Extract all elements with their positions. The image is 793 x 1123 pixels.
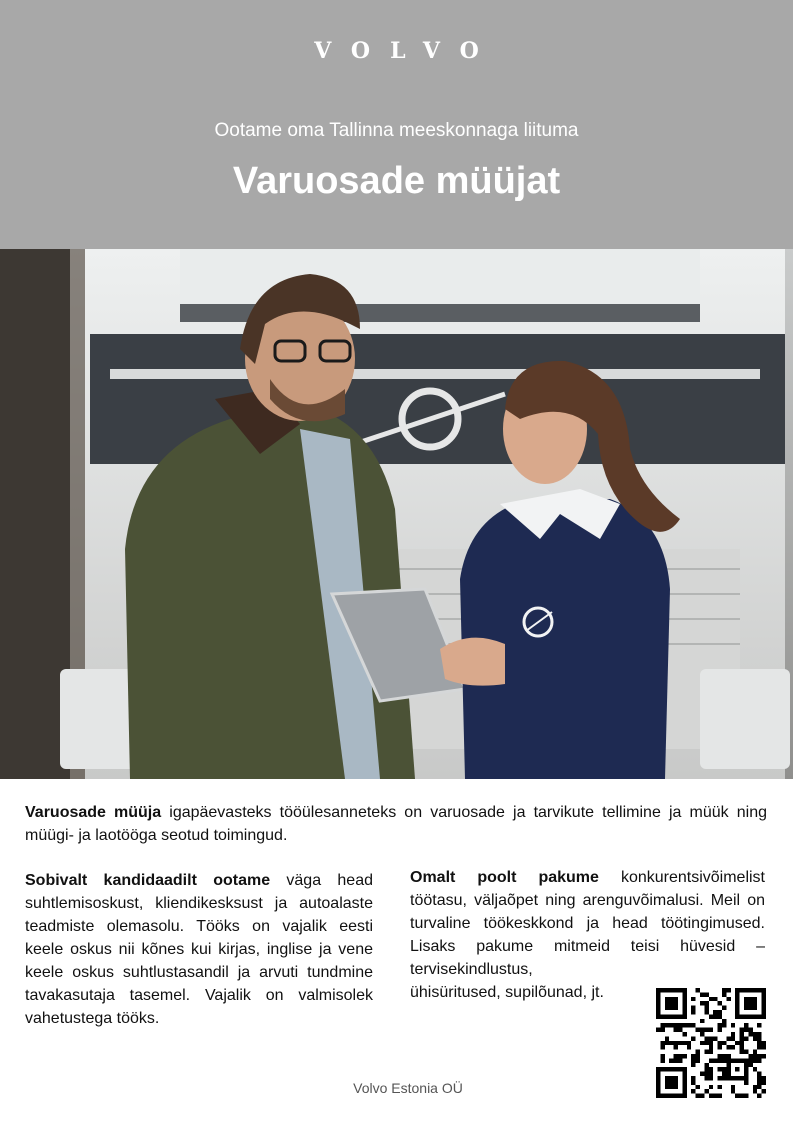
volvo-logo: VOLVO bbox=[314, 38, 499, 64]
company-name: Volvo Estonia OÜ bbox=[353, 1080, 463, 1096]
offer-text: konkurentsivõimelist töötasu, väljaõpet ning arenguvõimalusi. Meil on turvaline töökeskkond ja head töötingimused. Lisaks pakume mitmeid teisi hüvesid – tervisekindlustus, bbox=[410, 869, 766, 978]
requirements-bold: Sobivalt kandidaadilt ootame bbox=[25, 872, 271, 889]
requirements-paragraph bbox=[25, 869, 373, 1030]
photo-illustration bbox=[0, 249, 793, 779]
intro-bold: Varuosade müüja bbox=[25, 804, 162, 821]
header-subtitle: Ootame oma Tallinna meeskonnaga liituma bbox=[214, 120, 579, 141]
offer-paragraph bbox=[410, 866, 765, 1004]
hero-photo bbox=[0, 249, 793, 779]
intro-text: igapäevasteks tööülesanneteks on varuosade ja tarvikute tellimine ja müük ning müügi- ja laotööga seotud toimingud. bbox=[25, 804, 767, 844]
offer-bold: Omalt poolt pakume bbox=[410, 869, 599, 886]
header-banner bbox=[0, 0, 793, 249]
intro-paragraph bbox=[25, 801, 767, 847]
offer-last-line: ühisüritused, supilõunad, jt. bbox=[410, 984, 604, 1001]
requirements-text: väga head suhtlemisoskust, kliendikesksust ja autoalaste teadmiste olemasolu. Tööks on vajalik eesti keele oskus nii kõnes kui kirjas, inglise ja vene keele oskus suhtlustasandil ja arvuti tundmine tavakasutaja tasemel. Vajalik on valmisolek vahetustega tööks. bbox=[25, 872, 373, 1027]
page-title: Varuosade müüjat bbox=[232, 160, 561, 202]
